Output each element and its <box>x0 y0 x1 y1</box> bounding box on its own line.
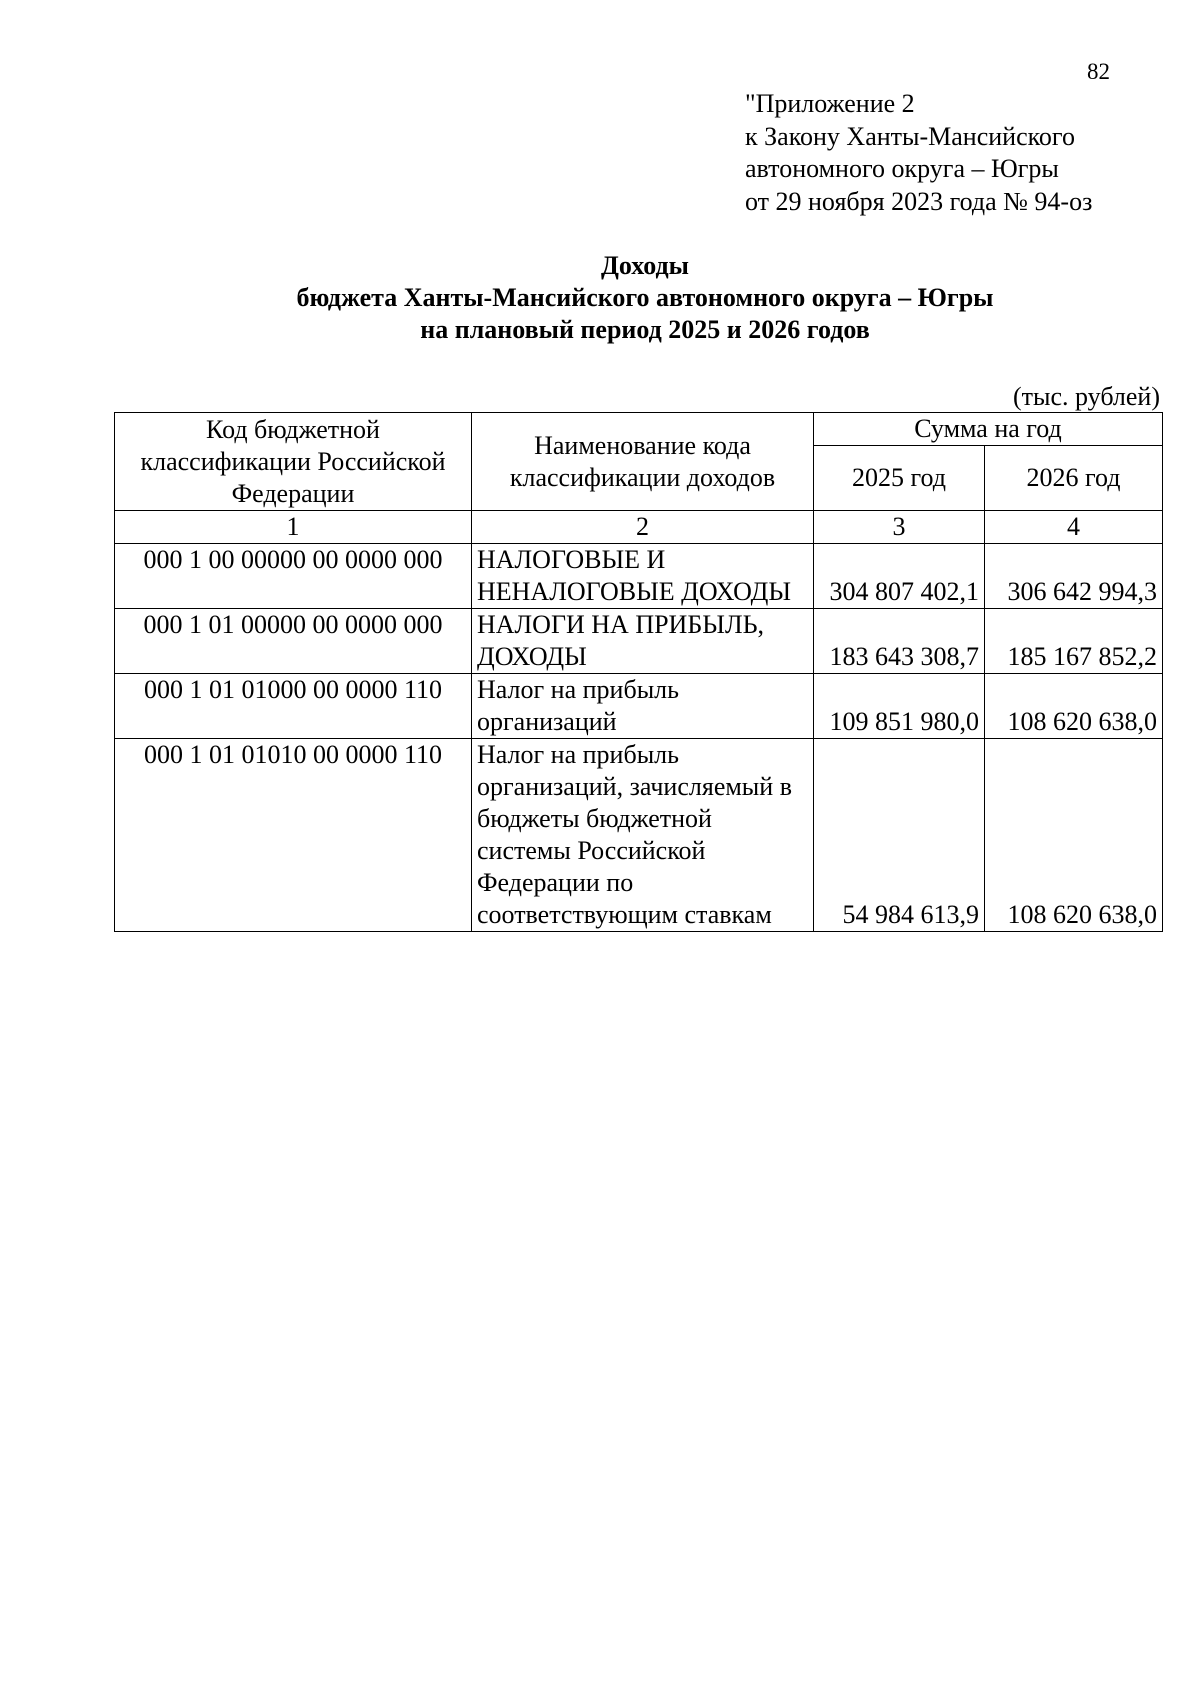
header-year-2025: 2025 год <box>814 446 985 511</box>
appendix-line: автономного округа – Югры <box>745 154 1059 183</box>
title-line: на плановый период 2025 и 2026 годов <box>420 315 870 344</box>
header-year-2026: 2026 год <box>985 446 1163 511</box>
row-code: 000 1 00 00000 00 0000 000 <box>115 544 472 609</box>
appendix-line: "Приложение 2 <box>745 89 915 118</box>
row-value-2025: 109 851 980,0 <box>814 674 985 739</box>
row-value-2025: 183 643 308,7 <box>814 609 985 674</box>
table-row <box>115 544 1163 609</box>
appendix-reference <box>745 88 1165 218</box>
row-name: НАЛОГОВЫЕ И НЕНАЛОГОВЫЕ ДОХОДЫ <box>472 544 814 609</box>
appendix-line: от 29 ноября 2023 года № 94-оз <box>745 186 1093 216</box>
row-value-2026: 185 167 852,2 <box>985 609 1163 674</box>
table-row <box>115 609 1163 674</box>
row-code: 000 1 01 01000 00 0000 110 <box>115 674 472 739</box>
row-value-2025: 54 984 613,9 <box>814 739 985 932</box>
row-name: НАЛОГИ НА ПРИБЫЛЬ, ДОХОДЫ <box>472 609 814 674</box>
header-name: Наименование кода классификации доходов <box>472 413 814 511</box>
title-line: Доходы <box>601 251 689 280</box>
row-name: Налог на прибыль организаций <box>472 674 814 739</box>
row-value-2026: 306 642 994,3 <box>985 544 1163 609</box>
column-number: 4 <box>985 511 1163 544</box>
header-code: Код бюджетной классификации Российской Федерации <box>115 413 472 511</box>
document-title <box>0 250 1200 346</box>
income-table <box>114 412 1163 932</box>
column-number: 3 <box>814 511 985 544</box>
page-number: 82 <box>1087 59 1110 84</box>
row-value-2026: 108 620 638,0 <box>985 739 1163 932</box>
header-sum: Сумма на год <box>814 413 1163 446</box>
units-label: (тыс. рублей) <box>1012 382 1160 411</box>
row-value-2025: 304 807 402,1 <box>814 544 985 609</box>
title-line: бюджета Ханты-Мансийского автономного округа – Югры <box>296 283 994 312</box>
table-row <box>115 739 1163 932</box>
row-code: 000 1 01 00000 00 0000 000 <box>115 609 472 674</box>
appendix-line: к Закону Ханты-Мансийского <box>745 121 1075 151</box>
row-name: Налог на прибыль организаций, зачисляемый в бюджеты бюджетной системы Российской Федерации по соответствующим ставкам <box>472 739 814 932</box>
column-number: 2 <box>472 511 814 544</box>
column-number: 1 <box>115 511 472 544</box>
row-code: 000 1 01 01010 00 0000 110 <box>115 739 472 932</box>
row-value-2026: 108 620 638,0 <box>985 674 1163 739</box>
table-row <box>115 674 1163 739</box>
